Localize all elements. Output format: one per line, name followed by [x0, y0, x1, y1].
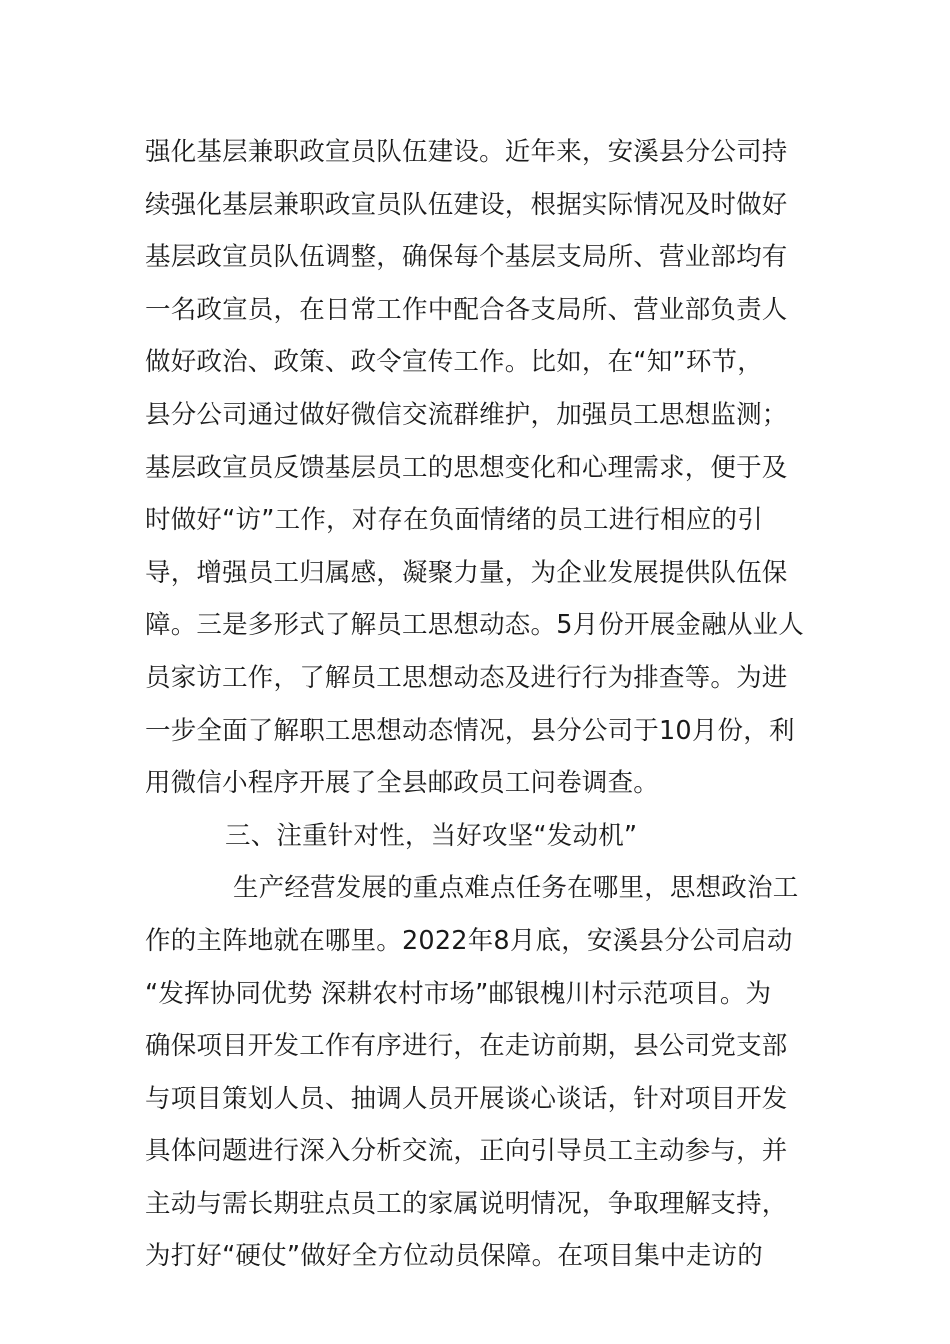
text-line-11: 员家访工作，了解员工思想动态及进行行为排查等。为进	[145, 662, 788, 693]
text-line-2: 续强化基层兼职政宣员队伍建设，根据实际情况及时做好	[145, 189, 788, 220]
text-line-4: 一名政宣员，在日常工作中配合各支局所、营业部负责人	[145, 294, 788, 325]
text-line-10: 障。三是多形式了解员工思想动态。5月份开展金融从业人	[145, 610, 804, 641]
text-line-9: 导，增强员工归属感，凝聚力量，为企业发展提供队伍保	[145, 557, 788, 588]
text-line-16: 作的主阵地就在哪里。2022年8月底，安溪县分公司启动	[145, 925, 793, 956]
body-text	[145, 126, 815, 1283]
text-line-15: 生产经营发展的重点难点任务在哪里，思想政治工	[233, 873, 799, 904]
text-line-7: 基层政宣员反馈基层员工的思想变化和心理需求，便于及	[145, 452, 788, 483]
text-line-17: “发挥协同优势 深耕农村市场”邮银槐川村示范项目。为	[145, 978, 772, 1009]
text-line-13: 用微信小程序开展了全县邮政员工问卷调查。	[145, 768, 660, 799]
text-line-20: 具体问题进行深入分析交流，正向引导员工主动参与，并	[145, 1136, 788, 1167]
text-line-1: 强化基层兼职政宣员队伍建设。近年来，安溪县分公司持	[145, 137, 788, 167]
text-line-18: 确保项目开发工作有序进行，在走访前期，县公司党支部	[145, 1031, 788, 1062]
text-line-8: 时做好“访”工作，对存在负面情绪的员工进行相应的引	[145, 505, 763, 536]
text-line-19: 与项目策划人员、抽调人员开展谈心谈话，针对项目开发	[145, 1083, 788, 1114]
text-line-22: 为打好“硬仗”做好全方位动员保障。在项目集中走访的	[145, 1241, 763, 1272]
text-line-6: 县分公司通过做好微信交流群维护，加强员工思想监测；	[145, 399, 788, 430]
text-line-5: 做好政治、政策、政令宣传工作。比如，在“知”环节，	[145, 347, 763, 378]
text-line-21: 主动与需长期驻点员工的家属说明情况，争取理解支持，	[145, 1188, 788, 1219]
text-line-3: 基层政宣员队伍调整，确保每个基层支局所、营业部均有	[145, 242, 788, 273]
section-heading: 三、注重针对性，当好攻坚“发动机”	[225, 820, 638, 851]
text-line-12: 一步全面了解职工思想动态情况，县分公司于10月份，利	[145, 715, 795, 746]
